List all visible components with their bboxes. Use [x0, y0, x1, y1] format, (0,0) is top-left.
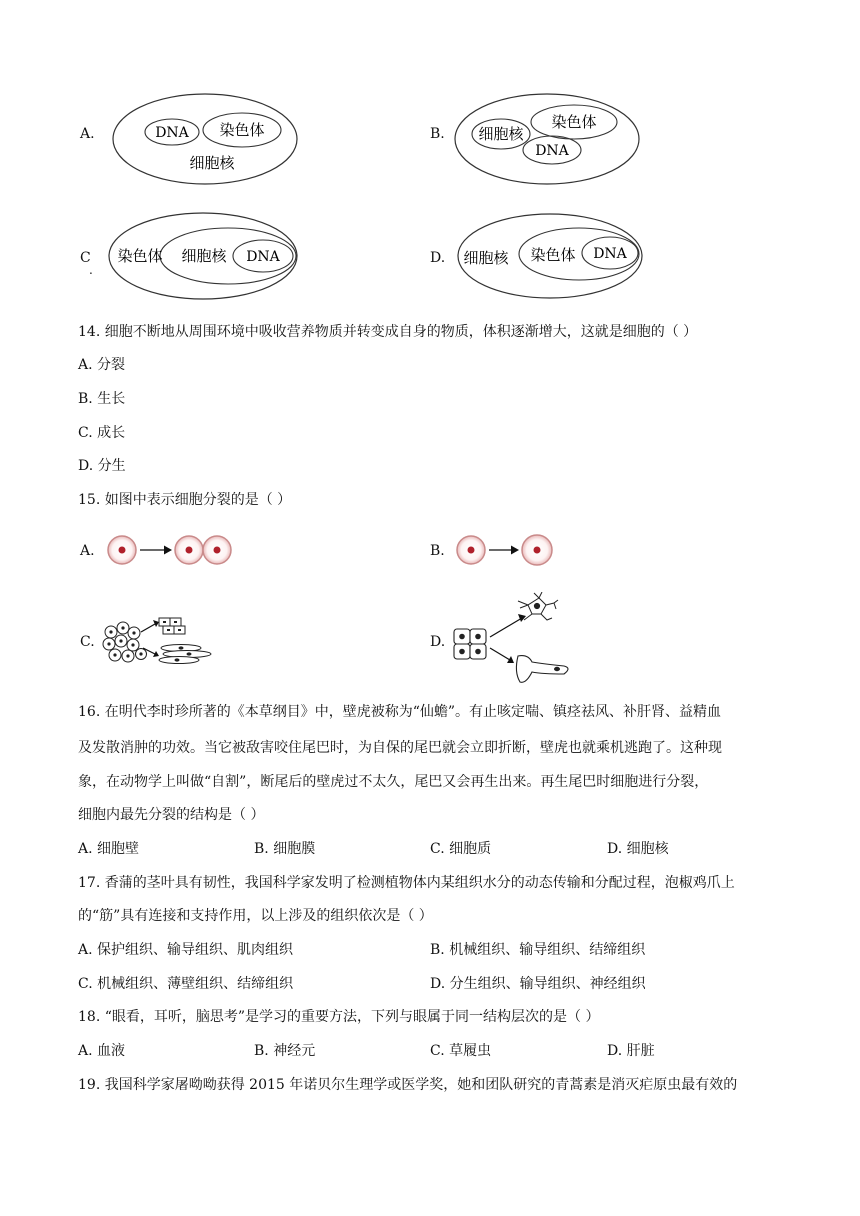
q13-option-c-diagram[interactable]	[106, 210, 306, 302]
q18-stem: 18. “眼看，耳听，脑思考”是学习的重要方法，下列与眼属于同一结构层次的是（ ）	[78, 1009, 600, 1025]
q16-stem-line-2: 及发散消肿的功效。当它被敌害咬住尾巴时，为自保的尾巴就会立即折断，壁虎也就乘机逃跑了。这种现	[78, 740, 722, 756]
q15-option-b-label: B.	[430, 543, 445, 559]
q18-option-c[interactable]: C. 草履虫	[430, 1043, 492, 1059]
q14-option-b[interactable]: B. 生长	[78, 391, 126, 407]
q17-stem-line-1: 17. 香蒲的茎叶具有韧性，我国科学家发明了检测植物体内某组织水分的动态传输和分配过程，泡椒鸡爪上	[78, 875, 735, 891]
q13-b-nucleus: 细胞核	[478, 125, 524, 143]
q14-option-c[interactable]: C. 成长	[78, 425, 126, 441]
q13-option-a-label: A.	[80, 126, 95, 142]
q16-option-b[interactable]: B. 细胞膜	[254, 841, 316, 857]
q13-option-b-diagram[interactable]	[452, 92, 642, 187]
q19-stem: 19. 我国科学家屠呦呦获得 2015 年诺贝尔生理学或医学奖，她和团队研究的青蒿素是消灭疟原虫最有效的	[78, 1077, 738, 1093]
q16-stem-line-1: 16. 在明代李时珍所著的《本草纲目》中，壁虎被称为“仙蟾”。有止咳定喘、镇痉祛风、补肝肾、益精血	[78, 704, 722, 720]
q15-option-d-label: D.	[430, 634, 446, 650]
q13-option-c-dot: .	[89, 263, 93, 277]
q13-a-chromosome: 染色体	[219, 121, 265, 139]
q13-option-d-diagram[interactable]	[453, 210, 649, 302]
q18-option-a[interactable]: A. 血液	[78, 1043, 126, 1059]
q17-option-a[interactable]: A. 保护组织、输导组织、肌肉组织	[78, 942, 294, 958]
q16-stem-line-3: 象，在动物学上叫做“自割”，断尾后的壁虎过不太久，尾巴又会再生出来。再生尾巴时细胞进行分裂，	[78, 774, 709, 790]
q13-d-chromosome: 染色体	[530, 246, 576, 264]
q17-option-b[interactable]: B. 机械组织、输导组织、结缔组织	[430, 942, 646, 958]
q13-c-nucleus: 细胞核	[181, 247, 227, 265]
q15-option-d-diagram[interactable]	[452, 592, 572, 686]
q15-stem: 15. 如图中表示细胞分裂的是（ ）	[78, 492, 292, 508]
q18-option-d[interactable]: D. 肝脏	[607, 1043, 655, 1059]
q16-option-d[interactable]: D. 细胞核	[607, 841, 669, 857]
q13-c-chromosome: 染色体	[117, 247, 163, 265]
q13-c-dna: DNA	[246, 249, 280, 265]
q13-option-c-label: C	[80, 250, 91, 266]
q13-d-dna: DNA	[593, 246, 627, 262]
q13-option-b-label: B.	[430, 126, 445, 142]
q17-option-c[interactable]: C. 机械组织、薄壁组织、结缔组织	[78, 976, 294, 992]
q17-stem-line-2: 的“筋”具有连接和支持作用，以上涉及的组织依次是（ ）	[78, 908, 433, 924]
q14-option-d[interactable]: D. 分生	[78, 458, 126, 474]
q15-option-c-label: C.	[80, 634, 95, 650]
q13-a-dna: DNA	[155, 125, 189, 141]
q16-option-a[interactable]: A. 细胞壁	[78, 841, 140, 857]
q15-option-b-diagram[interactable]	[453, 533, 557, 567]
q13-option-d-label: D.	[430, 250, 446, 266]
q15-option-a-label: A.	[80, 543, 95, 559]
q14-option-a[interactable]: A. 分裂	[78, 357, 126, 373]
q13-a-nucleus: 细胞核	[189, 154, 235, 172]
q15-option-a-diagram[interactable]	[104, 533, 234, 567]
q13-b-dna: DNA	[535, 143, 569, 159]
q16-option-c[interactable]: C. 细胞质	[430, 841, 492, 857]
q15-option-c-diagram[interactable]	[101, 614, 217, 666]
q13-d-nucleus: 细胞核	[463, 249, 509, 267]
q17-option-d[interactable]: D. 分生组织、输导组织、神经组织	[430, 976, 646, 992]
q16-stem-line-4: 细胞内最先分裂的结构是（ ）	[78, 807, 265, 823]
q18-option-b[interactable]: B. 神经元	[254, 1043, 316, 1059]
q14-stem: 14. 细胞不断地从周围环境中吸收营养物质并转变成自身的物质，体积逐渐增大，这就是细胞的（ ）	[78, 324, 698, 340]
q13-b-chromosome: 染色体	[551, 113, 597, 131]
q13-option-a-diagram[interactable]	[110, 92, 300, 187]
